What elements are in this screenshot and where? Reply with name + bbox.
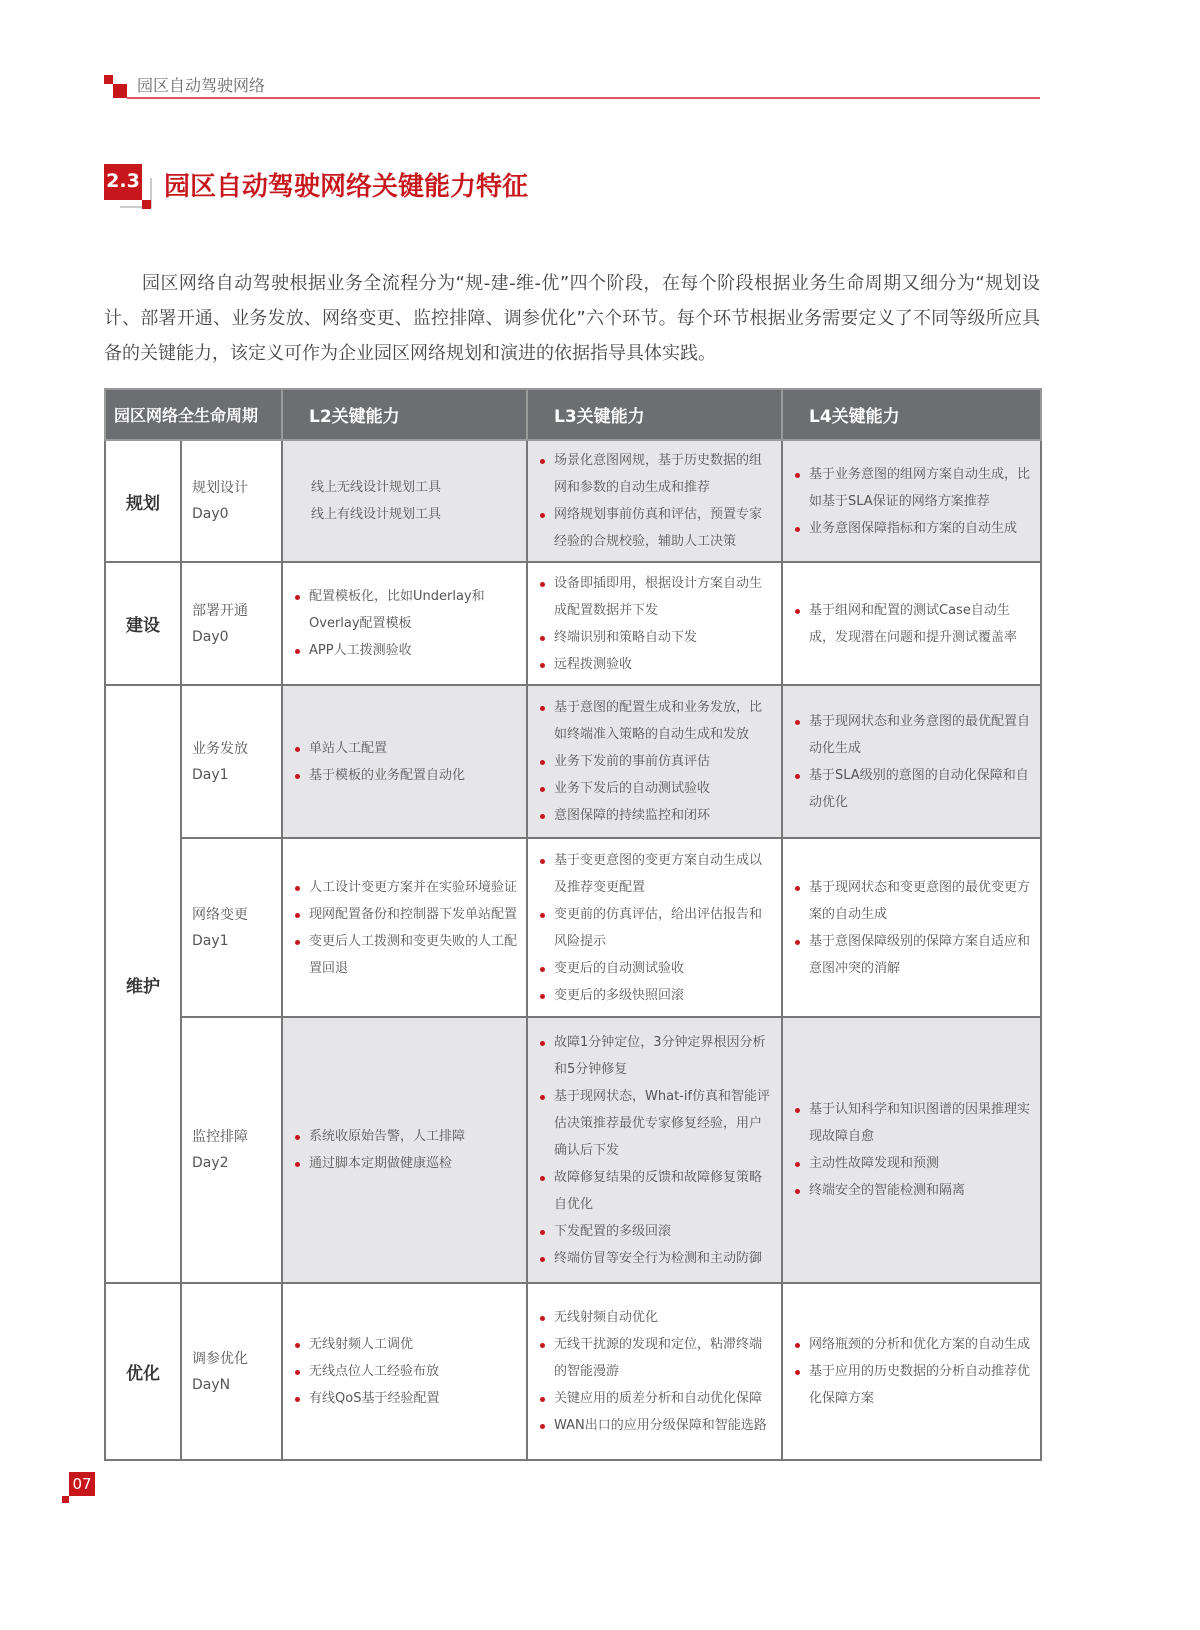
- stage-cell: 优化: [105, 1283, 181, 1460]
- table-row: [105, 838, 1041, 1017]
- stage-cell: 规划: [105, 440, 181, 562]
- l4-capability-cell: [782, 1283, 1041, 1460]
- phase-name: 业务发放: [192, 740, 248, 757]
- capability-item: 场景化意图网规，基于历史数据的组网和参数的自动生成和推荐: [538, 447, 773, 501]
- l3-capability-cell: [527, 685, 782, 838]
- capability-item: 故障修复结果的反馈和故障修复策略自优化: [538, 1164, 773, 1218]
- phase-day: Day1: [192, 766, 229, 783]
- phase-name: 部署开通: [192, 602, 248, 619]
- capability-item: 终端仿冒等安全行为检测和主动防御: [538, 1245, 773, 1272]
- capability-item: 基于业务意图的组网方案自动生成，比如基于SLA保证的网络方案推荐: [793, 461, 1032, 515]
- l2-capability-cell: [282, 838, 527, 1017]
- phase-cell: [181, 685, 282, 838]
- capability-item: 关键应用的质差分析和自动优化保障: [538, 1385, 773, 1412]
- header-l2: L2关键能力: [282, 389, 527, 440]
- capability-item: 无线点位人工经验布放: [293, 1358, 518, 1385]
- capability-item: 终端识别和策略自动下发: [538, 624, 773, 651]
- stage-cell: 维护: [105, 685, 181, 1283]
- page-number: 07: [69, 1472, 95, 1496]
- capability-item: 基于现网状态，What-if仿真和智能评估决策推荐最优专家修复经验，用户确认后下发: [538, 1083, 773, 1164]
- capability-item: 线上有线设计规划工具: [311, 507, 442, 522]
- l3-capability-cell: [527, 838, 782, 1017]
- capability-item: 远程拨测验收: [538, 651, 773, 678]
- capability-item: 线上无线设计规划工具: [311, 480, 442, 495]
- capability-item: 有线QoS基于经验配置: [293, 1385, 518, 1412]
- l4-capability-cell: [782, 685, 1041, 838]
- section-title: 园区自动驾驶网络关键能力特征: [164, 172, 529, 202]
- l4-capability-cell: [782, 838, 1041, 1017]
- header-rule: [127, 97, 1040, 99]
- table-row: [105, 562, 1041, 685]
- phase-day: Day1: [192, 932, 229, 949]
- running-title: 园区自动驾驶网络: [137, 76, 266, 95]
- phase-day: Day2: [192, 1155, 229, 1171]
- capability-item: WAN出口的应用分级保障和智能选路: [538, 1412, 773, 1439]
- header-logo-mark: [113, 84, 127, 98]
- capability-item: 基于认知科学和知识图谱的因果推理实现故障自愈: [793, 1096, 1032, 1150]
- capability-item: 基于意图的配置生成和业务发放，比如终端准入策略的自动生成和发放: [538, 694, 773, 748]
- capability-item: 基于组网和配置的测试Case自动生成，发现潜在问题和提升测试覆盖率: [793, 597, 1032, 651]
- phase-cell: [181, 1283, 282, 1460]
- capability-item: 网络瓶颈的分析和优化方案的自动生成: [793, 1331, 1032, 1358]
- capability-item: 系统收原始告警，人工排障: [293, 1123, 518, 1150]
- capability-item: 意图保障的持续监控和闭环: [538, 802, 773, 829]
- capability-item: 变更前的仿真评估，给出评估报告和风险提示: [538, 901, 773, 955]
- phase-day: DayN: [192, 1376, 231, 1393]
- capability-item: 业务下发后的自动测试验收: [538, 775, 773, 802]
- phase-name: 网络变更: [192, 906, 248, 923]
- capability-item: 无线射频人工调优: [293, 1331, 518, 1358]
- l3-capability-cell: [527, 1017, 782, 1283]
- section-number-accent: [142, 200, 151, 209]
- capability-item: 终端安全的智能检测和隔离: [793, 1177, 1032, 1204]
- section-number: 2.3: [104, 164, 142, 200]
- capability-item: 基于应用的历史数据的分析自动推荐优化保障方案: [793, 1358, 1032, 1412]
- table-row: [105, 1017, 1041, 1283]
- capability-item: 网络规划事前仿真和评估，预置专家经验的合规校验，辅助人工决策: [538, 501, 773, 555]
- l4-capability-cell: [782, 440, 1041, 562]
- l2-capability-cell: [282, 1017, 527, 1283]
- l2-capability-cell: [282, 440, 527, 562]
- capability-item: 基于现网状态和业务意图的最优配置自动化生成: [793, 708, 1032, 762]
- capability-item: 业务下发前的事前仿真评估: [538, 748, 773, 775]
- page-number-accent: [62, 1496, 69, 1503]
- capability-item: 无线干扰源的发现和定位，粘滞终端的智能漫游: [538, 1331, 773, 1385]
- capability-item: 变更后的自动测试验收: [538, 955, 773, 982]
- capability-item: 现网配置备份和控制器下发单站配置: [293, 901, 518, 928]
- capability-item: 设备即插即用，根据设计方案自动生成配置数据并下发: [538, 570, 773, 624]
- capability-item: 下发配置的多级回滚: [538, 1218, 773, 1245]
- phase-day: Day0: [192, 628, 229, 645]
- capability-item: 业务意图保障指标和方案的自动生成: [793, 515, 1032, 542]
- capability-item: 基于SLA级别的意图的自动化保障和自动优化: [793, 762, 1032, 816]
- table-row: [105, 1283, 1041, 1460]
- l3-capability-cell: [527, 1283, 782, 1460]
- phase-day: Day0: [192, 506, 229, 522]
- header-l3: L3关键能力: [527, 389, 782, 440]
- phase-cell: [181, 838, 282, 1017]
- capability-item: APP人工拨测验收: [293, 637, 518, 664]
- capability-item: 基于现网状态和变更意图的最优变更方案的自动生成: [793, 874, 1032, 928]
- l2-capability-cell: [282, 562, 527, 685]
- header-lifecycle: 园区网络全生命周期: [105, 389, 282, 440]
- capability-item: 基于模板的业务配置自动化: [293, 762, 518, 789]
- capability-item: 变更后人工拨测和变更失败的人工配置回退: [293, 928, 518, 982]
- capability-item: 通过脚本定期做健康巡检: [293, 1150, 518, 1177]
- capability-table: [104, 388, 1042, 1461]
- l3-capability-cell: [527, 562, 782, 685]
- capability-item: 故障1分钟定位，3分钟定界根因分析和5分钟修复: [538, 1029, 773, 1083]
- stage-cell: 建设: [105, 562, 181, 685]
- table-row: [105, 440, 1041, 562]
- l3-capability-cell: [527, 440, 782, 562]
- l4-capability-cell: [782, 1017, 1041, 1283]
- table-header-row: [105, 389, 1041, 440]
- l4-capability-cell: [782, 562, 1041, 685]
- intro-paragraph: 园区网络自动驾驶根据业务全流程分为“规-建-维-优”四个阶段，在每个阶段根据业务生命周期又细分为“规划设计、部署开通、业务发放、网络变更、监控排障、调参优化”六个环节。每个环节根据业务需要定义了不同等级所应具备的关键能力，该定义可作为企业园区网络规划和演进的依据指导具体实践。: [104, 273, 1040, 364]
- l2-capability-cell: [282, 685, 527, 838]
- header-l4: L4关键能力: [782, 389, 1041, 440]
- phase-cell: [181, 562, 282, 685]
- capability-item: 人工设计变更方案并在实验环境验证: [293, 874, 518, 901]
- l2-capability-cell: [282, 1283, 527, 1460]
- phase-name: 调参优化: [192, 1350, 248, 1367]
- phase-cell: [181, 440, 282, 562]
- phase-name: 监控排障: [192, 1129, 248, 1145]
- phase-name: 规划设计: [192, 480, 248, 496]
- capability-item: 无线射频自动优化: [538, 1304, 773, 1331]
- capability-item: 基于意图保障级别的保障方案自适应和意图冲突的消解: [793, 928, 1032, 982]
- table-row: [105, 685, 1041, 838]
- header-logo-mark: [104, 75, 113, 84]
- capability-item: 主动性故障发现和预测: [793, 1150, 1032, 1177]
- capability-item: 基于变更意图的变更方案自动生成以及推荐变更配置: [538, 847, 773, 901]
- capability-item: 配置模板化，比如Underlay和Overlay配置模板: [293, 583, 518, 637]
- capability-item: 单站人工配置: [293, 735, 518, 762]
- phase-cell: [181, 1017, 282, 1283]
- capability-item: 变更后的多级快照回滚: [538, 982, 773, 1009]
